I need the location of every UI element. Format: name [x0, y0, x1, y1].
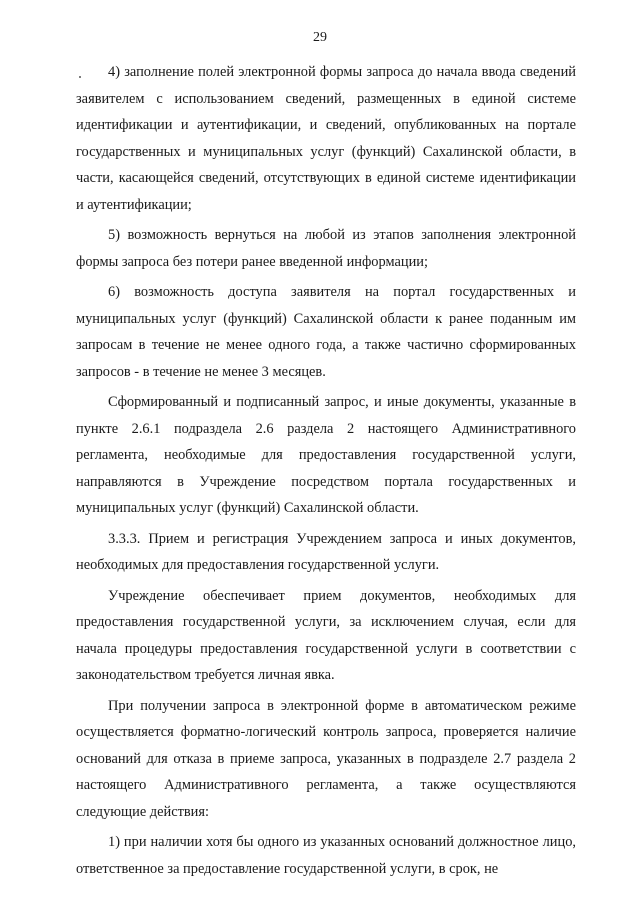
paragraph-document-acceptance: Учреждение обеспечивает прием документов, необходимых для предоставления государственной услуги, за исключением случая, если для начала процедуры предоставления государственной услуги в соответствии с законодательством требуется личная явка.	[76, 587, 576, 683]
paragraph-item-5: 5) возможность вернуться на любой из этапов заполнения электронной формы запроса без потери ранее введенной информации;	[76, 227, 576, 270]
page-number: 29	[313, 30, 327, 45]
paragraph-item-6: 6) возможность доступа заявителя на портал государственных и муниципальных услуг (функций) Сахалинской области к ранее поданным им запросам в течение не менее одного года, а также частично сформированных запросов - в течение не менее 3 месяцев.	[76, 284, 576, 380]
paragraph-automatic-check: При получении запроса в электронной форме в автоматическом режиме осуществляется форматно-логический контроль запроса, проверяется наличие оснований для отказа в приеме запроса, указанных в подразделе 2.7 раздела 2 настоящего Административного регламента, а также осуществляются следующие действия:	[76, 697, 576, 820]
paragraph-item-1: 1) при наличии хотя бы одного из указанных оснований должностное лицо, ответственное за предоставление государственной услуги, в срок, не	[76, 834, 576, 877]
paragraph-item-4: 4) заполнение полей электронной формы запроса до начала ввода сведений заявителем с использованием сведений, размещенных в единой системе идентификации и аутентификации, и сведений, опубликованных на портале государственных и муниципальных услуг (функций) Сахалинской области, в части, касающейся сведений, отсутствующих в единой системе идентификации и аутентификации;	[76, 64, 576, 213]
paragraph-request-submission: Сформированный и подписанный запрос, и иные документы, указанные в пункте 2.6.1 подраздела 2.6 раздела 2 настоящего Административного регламента, необходимые для предоставления государственной услуги, направляются в Учреждение посредством портала государственных и муниципальных услуг (функций) Сахалинской области.	[76, 394, 576, 516]
document-body	[76, 59, 576, 882]
paragraph-section-3-3-3: 3.3.3. Прием и регистрация Учреждением запроса и иных документов, необходимых для предоставления государственной услуги.	[76, 530, 576, 573]
